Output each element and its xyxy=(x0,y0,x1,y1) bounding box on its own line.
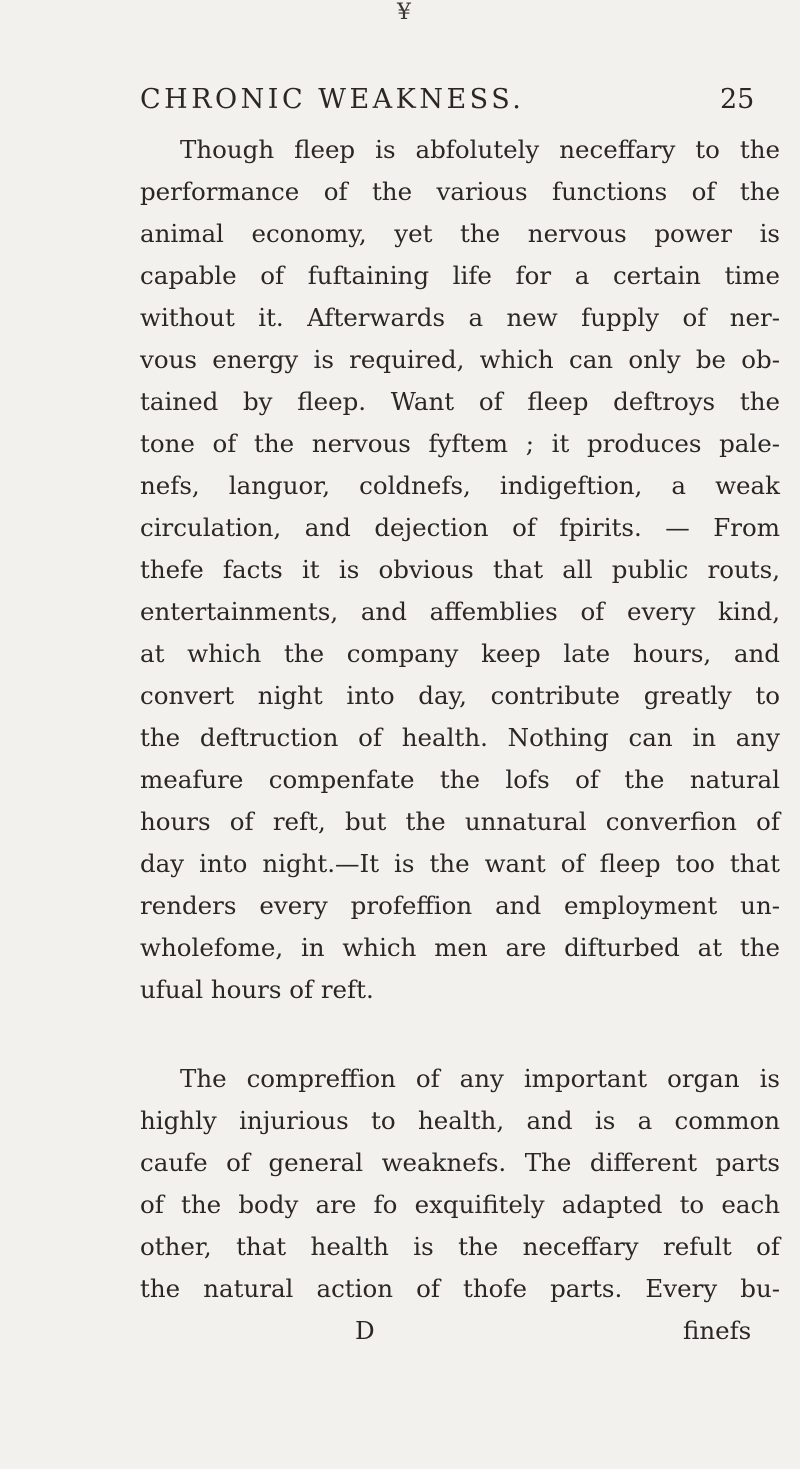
page-header xyxy=(140,80,780,120)
text-line: nefs, languor, coldnefs, indigeftion, a weak xyxy=(140,471,780,500)
text-line: highly injurious to health, and is a common xyxy=(140,1106,780,1135)
text-line: without it. Afterwards a new fupply of ner- xyxy=(140,303,780,332)
text-line: animal economy, yet the nervous power is xyxy=(140,219,780,248)
text-line: tone of the nervous fyftem ; it produces pale- xyxy=(140,429,780,458)
text-line: the natural action of thofe parts. Every bu- xyxy=(140,1274,780,1303)
text-line: The compreffion of any important organ is xyxy=(180,1064,780,1093)
text-line: performance of the various functions of the xyxy=(140,177,780,206)
text-line: at which the company keep late hours, and xyxy=(140,639,780,668)
page-footer xyxy=(140,1310,780,1352)
text-line: wholefome, in which men are difturbed at the xyxy=(140,933,780,962)
text-line: convert night into day, contribute greatly to xyxy=(140,681,780,710)
printer-mark: ¥ xyxy=(397,0,411,25)
text-line: Though fleep is abfolutely neceffary to the xyxy=(180,135,780,164)
text-line: renders every profeffion and employment un- xyxy=(140,891,780,920)
text-line: hours of reft, but the unnatural converfion of xyxy=(140,807,780,836)
text-line: other, that health is the neceffary refult of xyxy=(140,1232,780,1261)
page-number: 25 xyxy=(720,84,755,115)
text-line: the deftruction of health. Nothing can in any xyxy=(140,723,780,752)
running-head: CHRONIC WEAKNESS. xyxy=(140,84,525,115)
text-line: day into night.—It is the want of fleep too that xyxy=(140,849,780,878)
text-line: thefe facts it is obvious that all public routs, xyxy=(140,555,780,584)
signature-mark: D xyxy=(355,1316,375,1345)
text-line: entertainments, and affemblies of every kind, xyxy=(140,597,780,626)
catchword: finefs xyxy=(683,1316,752,1345)
text-line: circulation, and dejection of fpirits. — From xyxy=(140,513,780,542)
text-line: capable of fuftaining life for a certain time xyxy=(140,261,780,290)
text-line: tained by fleep. Want of fleep deftroys the xyxy=(140,387,780,416)
text-line: caufe of general weaknefs. The different parts xyxy=(140,1148,780,1177)
text-line: meafure compenfate the lofs of the natural xyxy=(140,765,780,794)
text-line: of the body are fo exquifitely adapted to each xyxy=(140,1190,780,1219)
text-line: ufual hours of reft. xyxy=(140,975,374,1004)
text-line: vous energy is required, which can only be ob- xyxy=(140,345,780,374)
